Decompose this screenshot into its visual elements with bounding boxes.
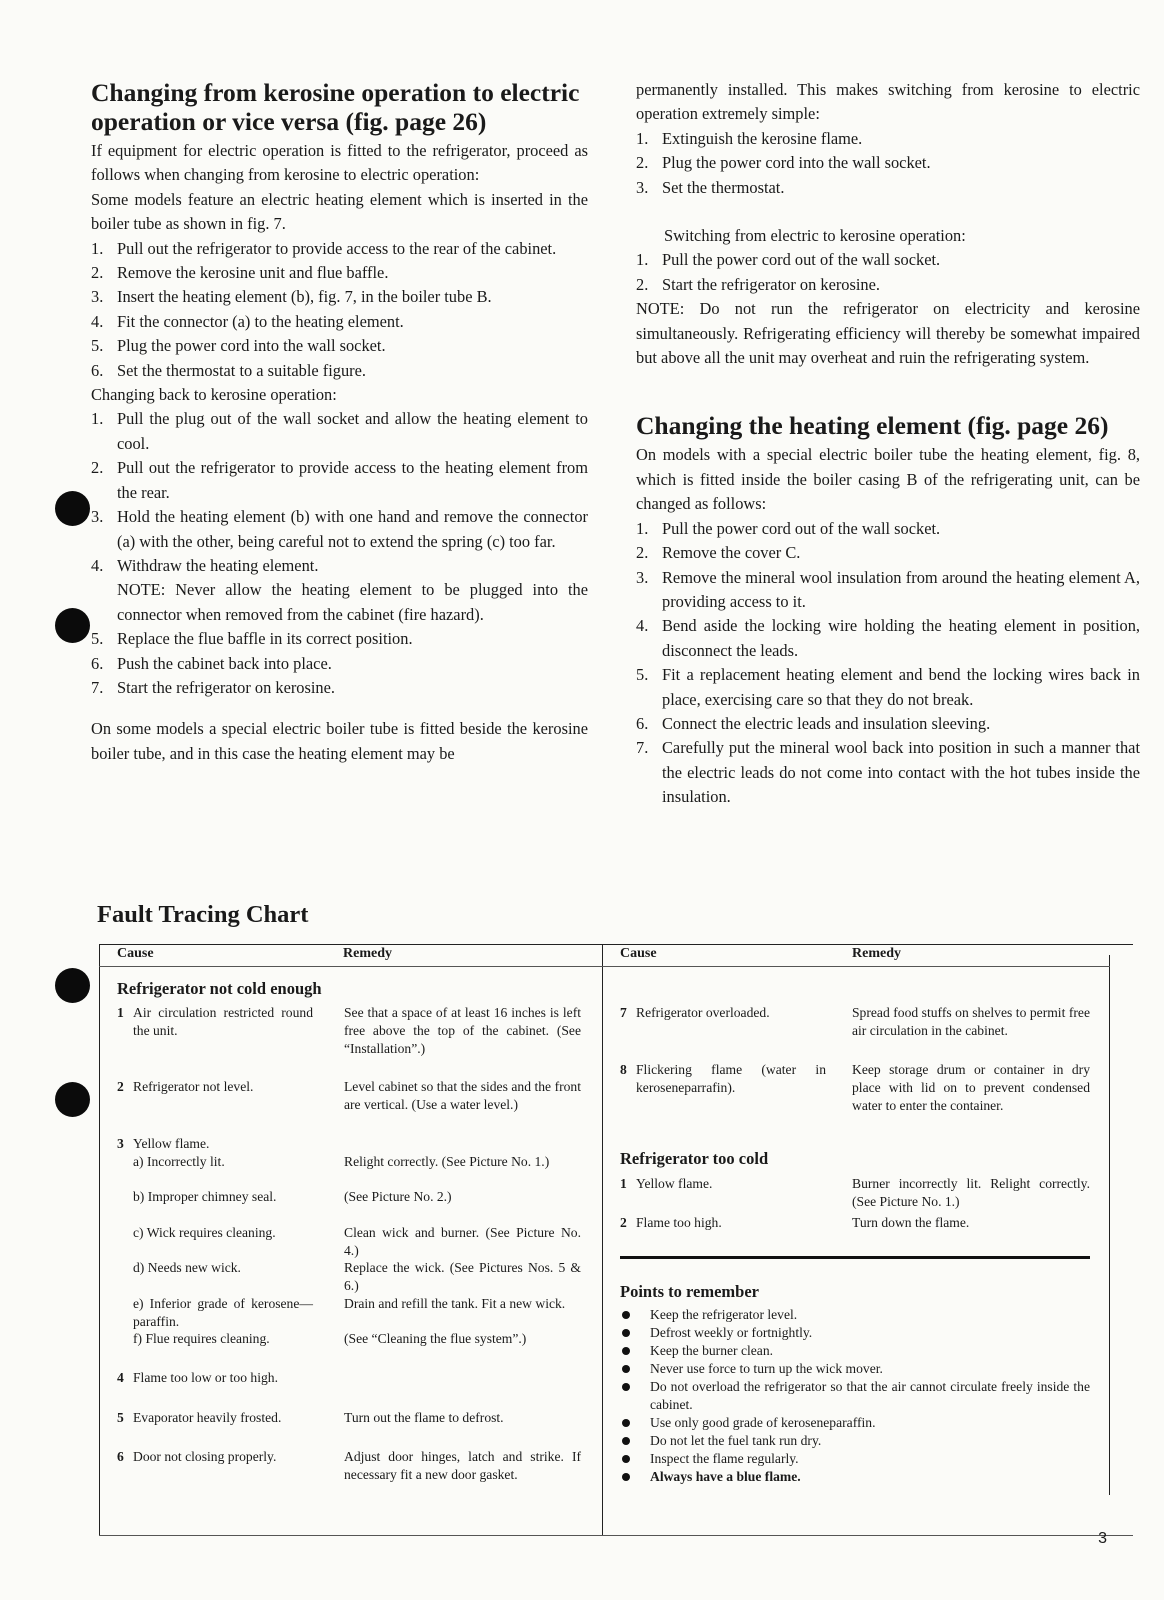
paragraph-note-simultaneous: NOTE: Do not run the refrigerator on electricity and kerosine simultaneously. Refrigerating efficiency will thereby be somewhat impaired but above all the unit may overheat and ruin the refrigerating system. [636, 299, 1140, 368]
remedy-cell: Replace the wick. (See Pictures Nos. 5 & 6.) [344, 1260, 581, 1293]
list-item: 5. Fit a replacement heating element and bend the locking wires back in place, exercising care so that they do not break. [636, 665, 1140, 709]
cause-cell: Flickering flame (water in keroseneparrafin). [636, 1062, 826, 1095]
row-number: 2 [117, 1079, 124, 1094]
cause-cell: Evaporator heavily frosted. [133, 1410, 282, 1425]
header-rule-right [602, 966, 1110, 967]
binder-hole [55, 491, 90, 526]
binder-hole [55, 968, 90, 1003]
binder-hole [55, 608, 90, 643]
remedy-cell: Adjust door hinges, latch and strike. If necessary fit a new door gasket. [344, 1449, 581, 1482]
cause-cell: a) Incorrectly lit. [133, 1154, 225, 1169]
list-item: Always have a blue flame. [620, 1468, 1090, 1486]
list-item: 7. Start the refrigerator on kerosine. [91, 677, 336, 697]
row-number: 1 [117, 1005, 124, 1020]
list-item: 4. Withdraw the heating element. [91, 555, 319, 575]
list-item: Keep the burner clean. [620, 1342, 1090, 1360]
row-number: 1 [620, 1176, 627, 1191]
list-item: 6. Set the thermostat to a suitable figure. [91, 360, 366, 380]
list-item: Keep the refrigerator level. [620, 1306, 1090, 1324]
back-steps [91, 407, 588, 578]
paragraph-intro-2: On models with a special electric boiler tube the heating element, fig. 8, which is fitted inside the boiler casing B of the refrigerating unit, can be changed as follows: [636, 445, 1140, 514]
remedy-cell: Turn out the flame to defrost. [344, 1410, 504, 1425]
left-column [91, 78, 588, 766]
row-number: 7 [620, 1005, 627, 1020]
section-title-conversion: Changing from kerosine operation to electric operation or vice versa (fig. page 26) [91, 78, 580, 136]
list-item: 2. Pull out the refrigerator to provide access to the heating element from the rear. [91, 458, 588, 502]
remedy-cell: Drain and refill the tank. Fit a new wick. [344, 1296, 566, 1311]
paragraph-note: Some models feature an electric heating element which is inserted in the boiler tube as shown in fig. 7. [91, 189, 588, 234]
paragraph-switch-heading: Switching from electric to kerosine operation: [664, 226, 966, 246]
remedy-cell: Turn down the flame. [852, 1215, 970, 1230]
electric-steps [636, 127, 1140, 200]
remedy-cell: Relight correctly. (See Picture No. 1.) [344, 1154, 550, 1169]
header-cause-right: Cause [620, 946, 657, 961]
page-number: 3 [1098, 1530, 1107, 1547]
list-item: 1. Pull the power cord out of the wall socket. [636, 518, 941, 538]
heating-element-steps [636, 517, 1140, 810]
cause-cell: e) Inferior grade of kerosene—paraffin. [133, 1296, 313, 1329]
remedy-cell: Level cabinet so that the sides and the front are vertical. (Use a water level.) [344, 1079, 581, 1112]
paragraph-intro: If equipment for electric operation is fitted to the refrigerator, proceed as follows when changing from kerosine to electric operation: [91, 141, 588, 185]
table-left-border [99, 945, 100, 1535]
paragraph-back-heading: Changing back to kerosine operation: [91, 385, 337, 405]
table-right-border [1109, 955, 1110, 1495]
list-item: 7. Carefully put the mineral wool back into position in such a manner that the electric leads do not come into contact with the hot tubes inside the insulation. [636, 738, 1140, 807]
list-item: 2. Remove the kerosine unit and flue baffle. [91, 263, 389, 283]
cause-cell: Air circulation restricted round the unit. [133, 1005, 313, 1038]
section-not-cold-enough: Refrigerator not cold enough [117, 979, 322, 998]
cause-cell: d) Needs new wick. [133, 1260, 241, 1275]
list-item: 3. Hold the heating element (b) with one hand and remove the connector (a) with the other, being careful not to extend the spring (c) too far. [91, 507, 588, 551]
list-item: 6. Push the cabinet back into place. [91, 653, 332, 673]
list-item: 5. Replace the flue baffle in its correct position. [91, 629, 413, 649]
remedy-cell: Keep storage drum or container in dry place with lid on to prevent condensed water to enter the container. [852, 1062, 1090, 1113]
header-remedy-right: Remedy [852, 946, 901, 961]
cause-cell: Flame too high. [636, 1215, 722, 1230]
cause-cell: Flame too low or too high. [133, 1370, 278, 1385]
row-number: 5 [117, 1410, 124, 1425]
list-item: Use only good grade of keroseneparaffin. [620, 1414, 1090, 1432]
row-number: 6 [117, 1449, 124, 1464]
list-item: 2. Plug the power cord into the wall socket. [636, 153, 931, 173]
list-item: 1. Pull the plug out of the wall socket and allow the heating element to cool. [91, 409, 588, 453]
remedy-cell: (See Picture No. 2.) [344, 1189, 452, 1204]
points-list [620, 1306, 1090, 1486]
list-item: 3. Insert the heating element (b), fig. 7, in the boiler tube B. [91, 287, 492, 307]
list-item: 5. Plug the power cord into the wall socket. [91, 336, 386, 356]
binder-hole [55, 1082, 90, 1117]
remedy-cell: Spread food stuffs on shelves to permit free air circulation in the cabinet. [852, 1005, 1090, 1038]
list-item: 1. Pull the power cord out of the wall socket. [636, 250, 941, 270]
conversion-steps [91, 237, 588, 383]
section-too-cold: Refrigerator too cold [620, 1149, 769, 1168]
list-item: 6. Connect the electric leads and insulation sleeving. [636, 713, 991, 733]
header-remedy-left: Remedy [343, 946, 392, 961]
header-cause-left: Cause [117, 946, 154, 961]
cause-cell: Yellow flame. [636, 1176, 713, 1191]
cause-cell: b) Improper chimney seal. [133, 1189, 277, 1204]
list-item: 1. Extinguish the kerosine flame. [636, 128, 863, 148]
paragraph-closing: On some models a special electric boiler tube is fitted beside the kerosine boiler tube, and in this case the heating element may be [91, 719, 588, 763]
cause-cell: f) Flue requires cleaning. [133, 1331, 270, 1346]
list-item: 4. Bend aside the locking wire holding the heating element in position, disconnect the leads. [636, 616, 1140, 660]
list-item: 4. Fit the connector (a) to the heating element. [91, 311, 404, 331]
section-divider [620, 1256, 1090, 1259]
list-item: 3. Set the thermostat. [636, 177, 785, 197]
table-center-divider [602, 945, 603, 1535]
list-item: 3. Remove the mineral wool insulation from around the heating element A, providing access to it. [636, 567, 1140, 611]
list-item: Do not overload the refrigerator so that the air cannot circulate freely inside the cabinet. [620, 1378, 1090, 1414]
right-column [636, 78, 1140, 810]
remedy-cell: Burner incorrectly lit. Relight correctly. (See Picture No. 1.) [852, 1176, 1090, 1209]
paragraph-continuation: permanently installed. This makes switching from kerosine to electric operation extremely simple: [636, 80, 1140, 124]
list-item: 2. Start the refrigerator on kerosine. [636, 274, 881, 294]
row-number: 4 [117, 1370, 124, 1385]
fault-chart-title: Fault Tracing Chart [97, 901, 309, 928]
header-rule-left [99, 966, 602, 967]
list-item: Never use force to turn up the wick mover. [620, 1360, 1090, 1378]
switch-steps [636, 248, 1140, 297]
cause-cell: Yellow flame. [133, 1136, 210, 1151]
list-item: Do not let the fuel tank run dry. [620, 1432, 1090, 1450]
row-number: 2 [620, 1215, 627, 1230]
section-title-heating-element: Changing the heating element (fig. page 26) [636, 411, 1109, 441]
back-steps-continued [91, 627, 588, 700]
cause-cell: Refrigerator not level. [133, 1079, 254, 1094]
row-number: 8 [620, 1062, 627, 1077]
list-item: 1. Pull out the refrigerator to provide access to the rear of the cabinet. [91, 238, 557, 258]
cause-cell: Refrigerator overloaded. [636, 1005, 770, 1020]
list-item: Defrost weekly or fortnightly. [620, 1324, 1090, 1342]
row-number: 3 [117, 1136, 124, 1151]
remedy-cell: (See “Cleaning the flue system”.) [344, 1331, 527, 1346]
fault-tracing-table [99, 944, 1133, 1536]
remedy-cell: See that a space of at least 16 inches is left free above the top of the cabinet. (See “Installation”.) [344, 1005, 581, 1056]
cause-cell: Door not closing properly. [133, 1449, 277, 1464]
paragraph-back-note: NOTE: Never allow the heating element to be plugged into the connector when removed from the cabinet (fire hazard). [117, 580, 588, 624]
cause-cell: c) Wick requires cleaning. [133, 1225, 276, 1240]
points-to-remember-title: Points to remember [620, 1282, 759, 1301]
remedy-cell: Clean wick and burner. (See Picture No. 4.) [344, 1225, 581, 1258]
list-item: Inspect the flame regularly. [620, 1450, 1090, 1468]
list-item: 2. Remove the cover C. [636, 543, 801, 563]
